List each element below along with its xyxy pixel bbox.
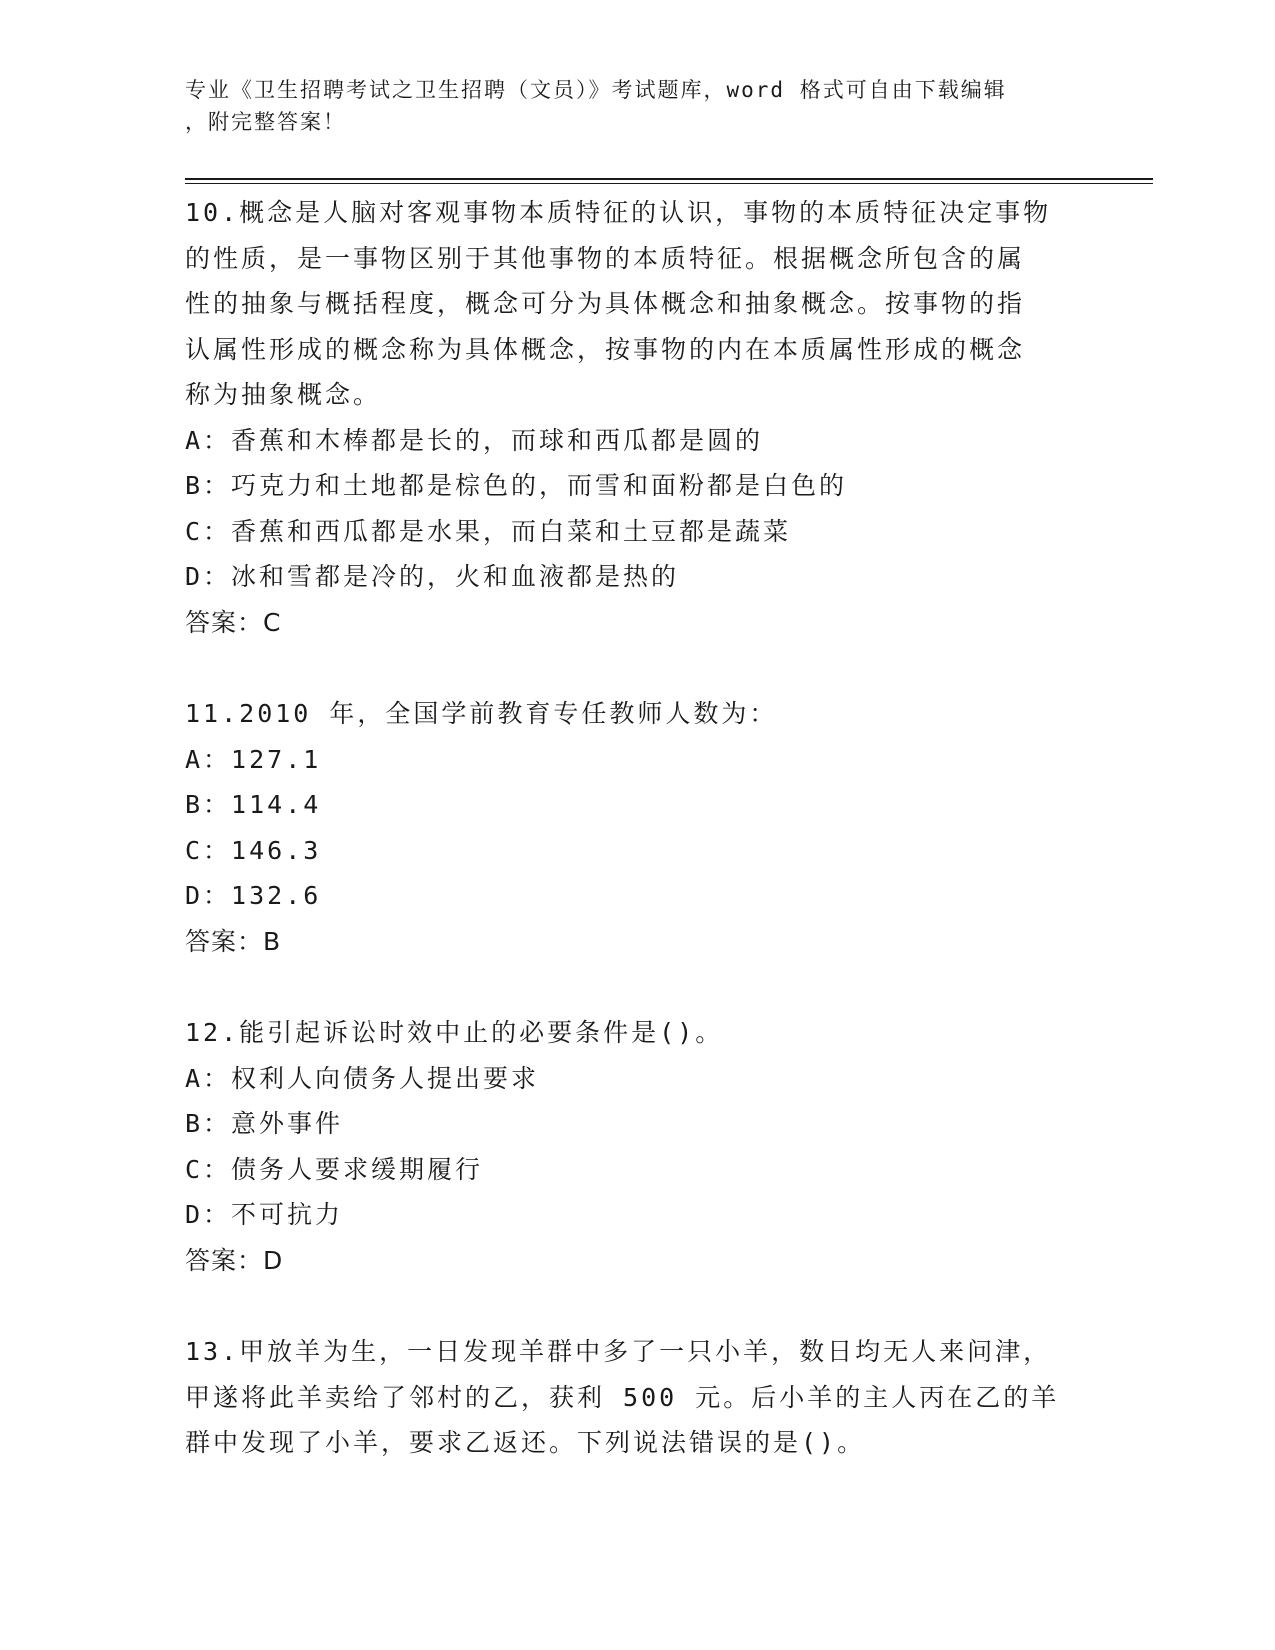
question-stem-line: 11.2010 年，全国学前教育专任教师人数为： [185,699,778,728]
question-13 [185,1329,1085,1466]
question-stem-line: 性的抽象与概括程度，概念可分为具体概念和抽象概念。按事物的指 [185,289,1026,318]
document-header [185,74,1065,138]
option-d: D：132.6 [185,881,322,910]
option-d: D：冰和雪都是冷的，火和血液都是热的 [185,562,680,591]
answer-line: 答案：B [185,926,282,956]
header-line-1: 专业《卫生招聘考试之卫生招聘（文员）》考试题库，word 格式可自由下载编辑 [185,78,1007,102]
question-stem-line: 10.概念是人脑对客观事物本质特征的认识，事物的本质特征决定事物 [185,198,1052,227]
question-list [185,190,1085,1466]
question-12 [185,1010,1085,1283]
option-b: B：114.4 [185,790,322,819]
question-10 [185,190,1085,645]
question-stem-line: 12.能引起诉讼时效中止的必要条件是()。 [185,1018,724,1047]
header-divider-thin [185,183,1153,184]
header-divider-thick [185,178,1153,180]
option-a: A：香蕉和木棒都是长的，而球和西瓜都是圆的 [185,425,764,455]
answer-line: 答案：C [185,607,282,637]
option-b: B：意外事件 [185,1109,344,1138]
question-11 [185,691,1085,964]
question-spacer [185,964,1085,1010]
answer-line: 答案：D [185,1245,284,1275]
option-a: A：权利人向债务人提出要求 [185,1063,540,1093]
option-d: D：不可抗力 [185,1200,344,1229]
question-stem-line: 13.甲放羊为生，一日发现羊群中多了一只小羊，数日均无人来问津， [185,1337,1052,1366]
header-line-2: ，附完整答案！ [185,110,346,134]
option-c: C：146.3 [185,835,322,865]
question-spacer [185,645,1085,691]
question-spacer [185,1283,1085,1329]
option-a: A：127.1 [185,744,322,774]
question-stem-line: 的性质，是一事物区别于其他事物的本质特征。根据概念所包含的属 [185,243,1026,273]
question-stem-line: 称为抽象概念。 [185,380,382,409]
question-stem-line: 认属性形成的概念称为具体概念，按事物的内在本质属性形成的概念 [185,334,1026,364]
question-stem-line: 群中发现了小羊，要求乙返还。下列说法错误的是()。 [185,1428,866,1457]
option-c: C：香蕉和西瓜都是水果，而白菜和土豆都是蔬菜 [185,516,792,546]
question-stem-line: 甲遂将此羊卖给了邻村的乙，获利 500 元。后小羊的主人丙在乙的羊 [185,1382,1060,1412]
option-b: B：巧克力和土地都是棕色的，而雪和面粉都是白色的 [185,471,848,500]
option-c: C：债务人要求缓期履行 [185,1154,484,1184]
